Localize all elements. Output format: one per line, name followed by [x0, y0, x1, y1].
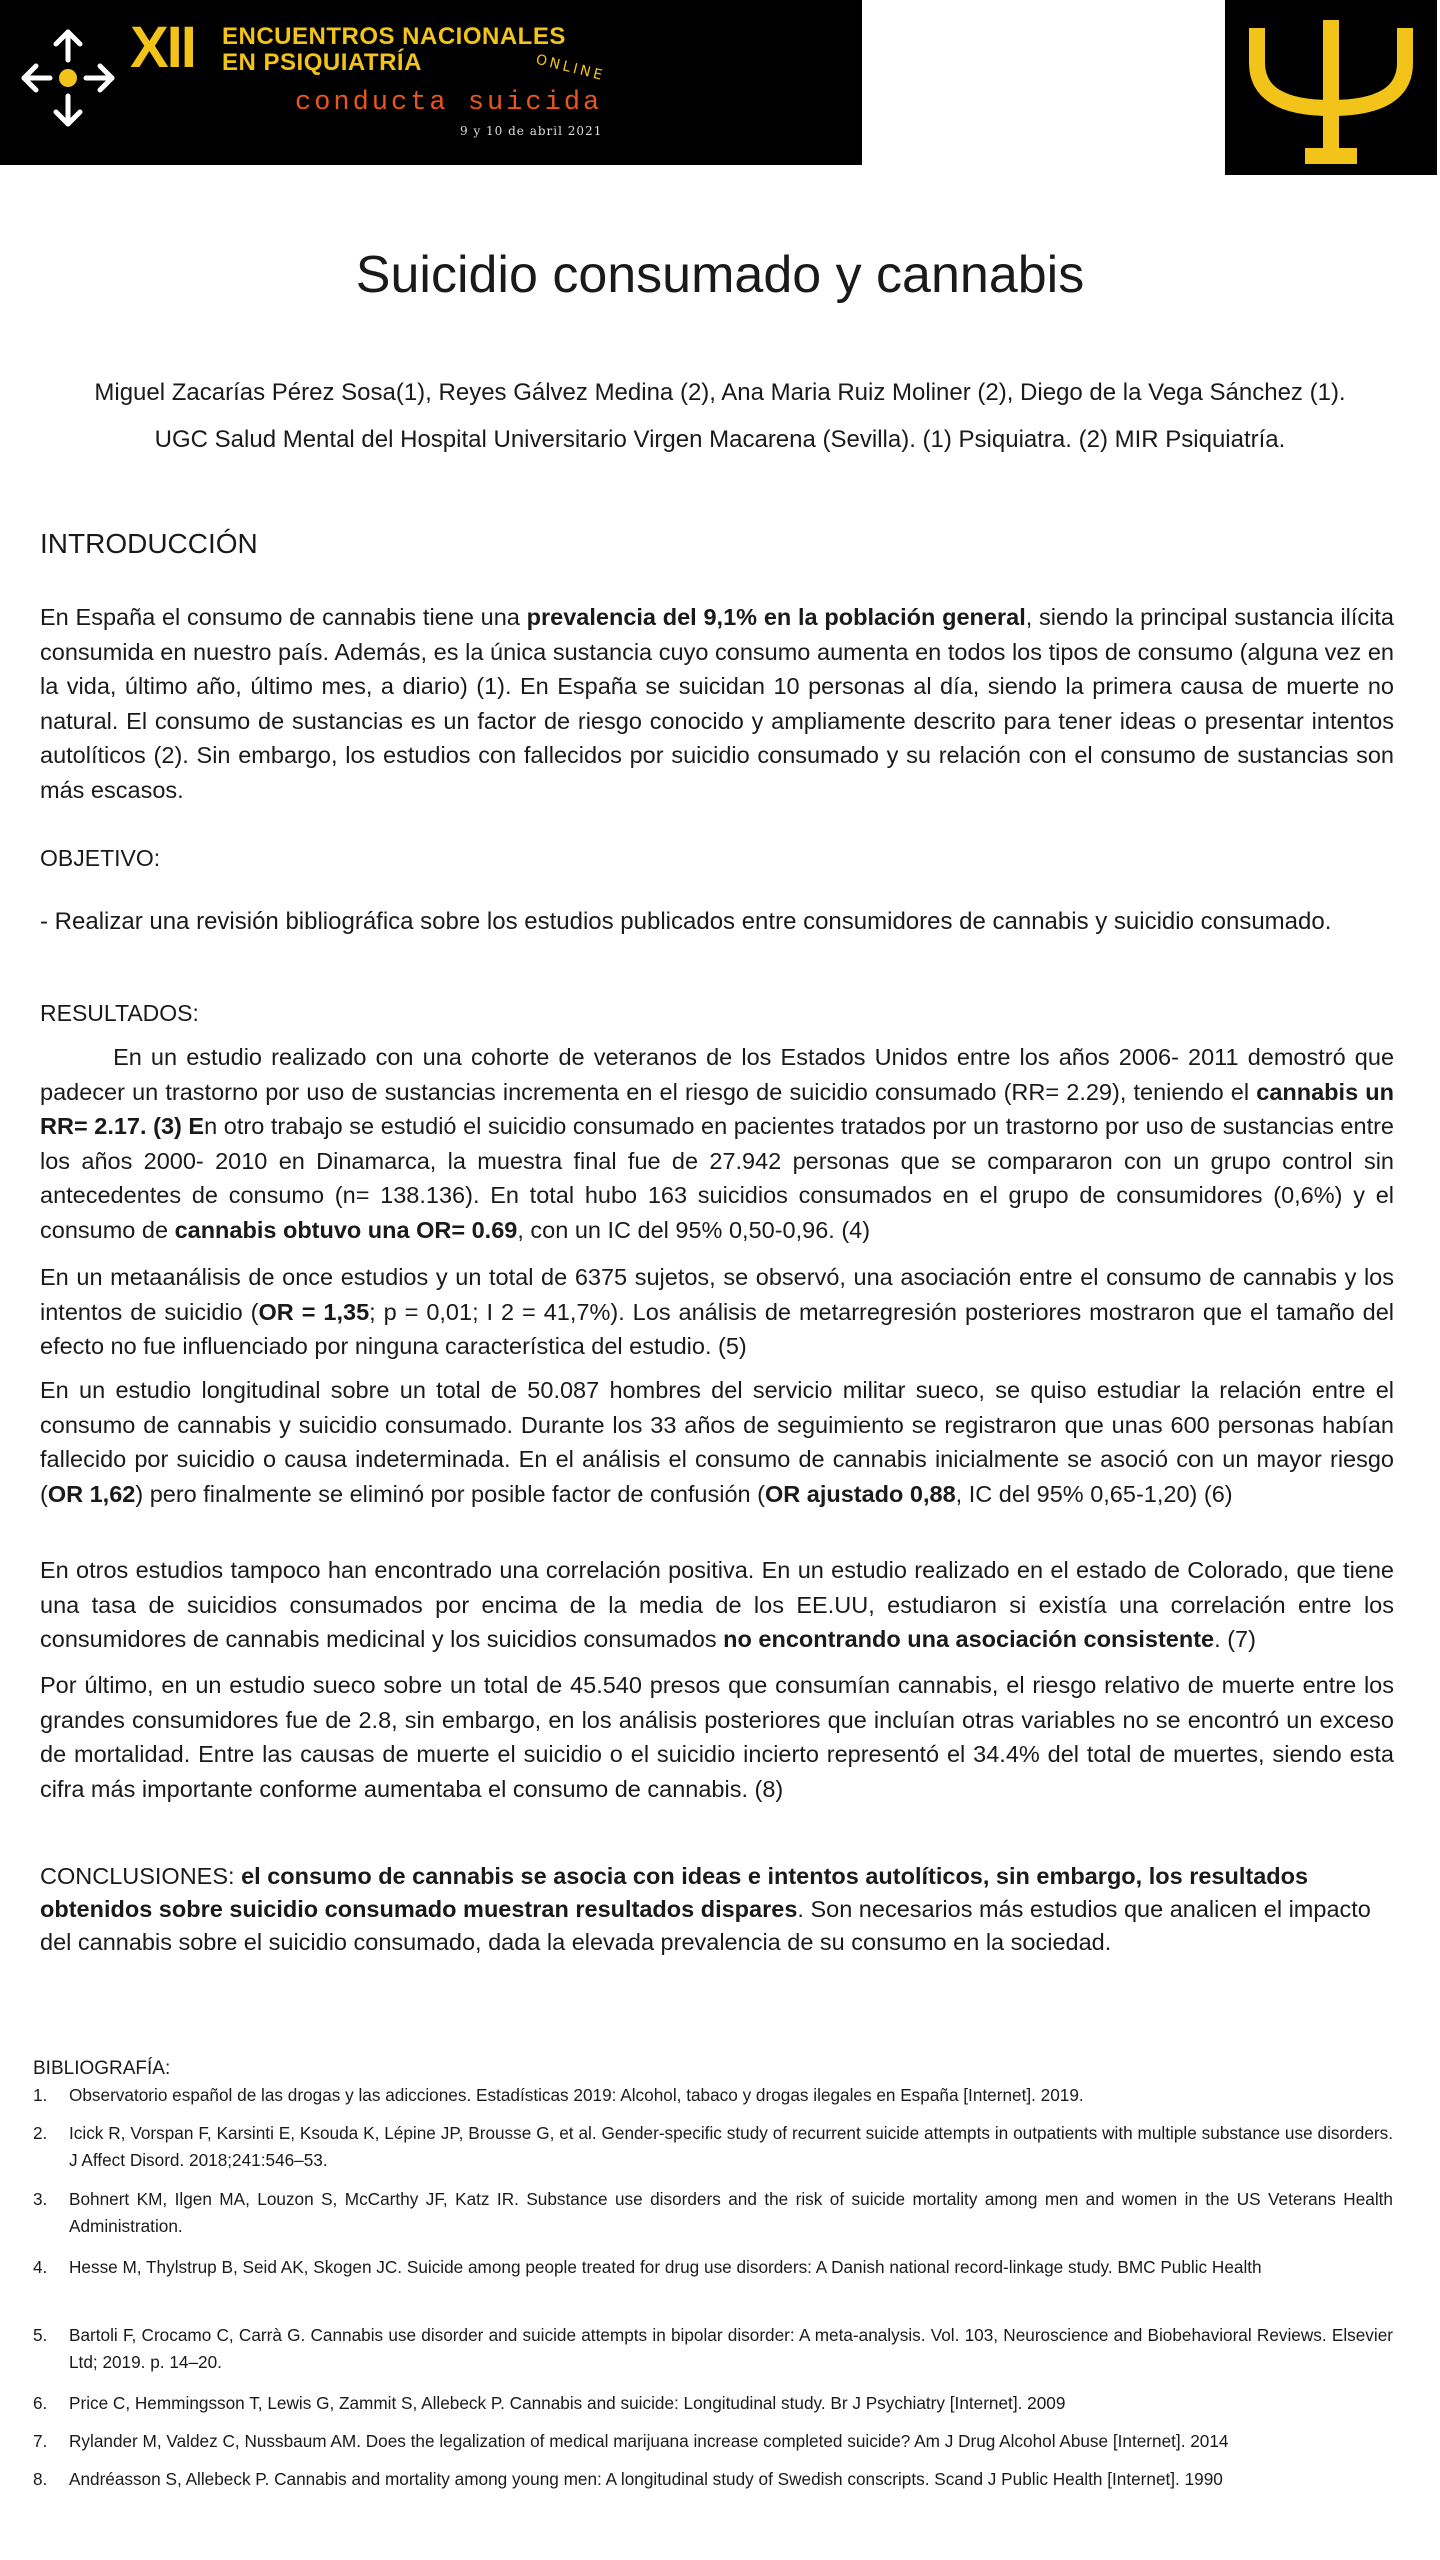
affiliation: UGC Salud Mental del Hospital Universitario Virgen Macarena (Sevilla). (1) Psiquiatra. (2) MIR Psiquiatría.: [154, 426, 1286, 453]
reference-item: 4. Hesse M, Thylstrup B, Seid AK, Skogen JC. Suicide among people treated for drug use disorders: A Danish national record-linkage study. BMC Public Health: [33, 2257, 1262, 2277]
page-title: Suicidio consumado y cannabis: [355, 246, 1085, 304]
psi-icon: [1243, 8, 1419, 168]
results-paragraph-1: En un estudio realizado con una cohorte de veteranos de los Estados Unidos entre los años 2006- 2011 demostró que padecer un trastorno por uso de sustancias incrementa en el riesgo de suicidio consumado (RR= 2.29), teniendo el cannabis un RR= 2.17. (3) En otro trabajo se estudió el suicidio consumado en pacientes tratados por un trastorno por uso de sustancias entre los años 2000- 2010 en Dinamarca, la muestra final fue de 27.942 personas que se compararon con un grupo control sin antecedentes de consumo (n= 138.136). En total hubo 163 suicidios consumados en el grupo de consumidores (0,6%) y el consumo de cannabis obtuvo una OR= 0.69, con un IC del 95% 0,50-0,96. (4): [40, 1044, 1401, 1243]
reference-item: 6. Price C, Hemmingsson T, Lewis G, Zammit S, Allebeck P. Cannabis and suicide: Longitudinal study. Br J Psychiatry [Internet]. 2009: [33, 2393, 1066, 2413]
reference-item: 8. Andréasson S, Allebeck P. Cannabis and mortality among young men: A longitudinal study of Swedish conscripts. Scand J Public Health [Internet]. 1990: [33, 2469, 1223, 2489]
banner-roman-numeral: XII: [130, 15, 195, 80]
banner-line-2: EN PSIQUIATRÍA: [222, 49, 422, 76]
banner-date: 9 y 10 de abril 2021: [460, 124, 603, 138]
results-paragraph-3: En un estudio longitudinal sobre un total de 50.087 hombres del servicio militar sueco, se quiso estudiar la relación entre el consumo de cannabis y suicidio consumado. Durante los 33 años de seguimiento se registraron que unas 600 personas habían fallecido por suicidio o causa indeterminada. En el análisis el consumo de cannabis inicialmente se asoció con un mayor riesgo (OR 1,62) pero finalmente se eliminó por posible factor de confusión (OR ajustado 0,88, IC del 95% 0,65-1,20) (6): [40, 1377, 1394, 1507]
reference-item: 2. Icick R, Vorspan F, Karsinti E, Ksouda K, Lépine JP, Brousse G, et al. Gender-specific study of recurrent suicide attempts in outpatients with multiple substance use disorders. J Affect Disord. 2018;241:546–53.: [33, 2123, 1393, 2170]
results-heading: RESULTADOS:: [40, 1000, 199, 1026]
objective-item: - Realizar una revisión bibliográfica sobre los estudios publicados entre consumidores de cannabis y suicidio consumado.: [40, 908, 1332, 935]
objective-heading: OBJETIVO:: [40, 845, 161, 871]
authors: Miguel Zacarías Pérez Sosa(1), Reyes Gálvez Medina (2), Ana Maria Ruiz Moliner (2), Diego de la Vega Sánchez (1).: [94, 379, 1346, 406]
arrows-logo-icon: [18, 28, 118, 128]
results-paragraph-4: En otros estudios tampoco han encontrado una correlación positiva. En un estudio realizado en el estado de Colorado, que tiene una tasa de suicidios consumados por encima de la media de los EE.UU, estudiaron si existía una correlación entre los consumidores de cannabis medicinal y los suicidios consumados no encontrando una asociación consistente. (7): [40, 1557, 1394, 1652]
results-paragraph-2: En un metaanálisis de once estudios y un total de 6375 sujetos, se observó, una asociación entre el consumo de cannabis y los intentos de suicidio (OR = 1,35; p = 0,01; I 2 = 41,7%). Los análisis de metarregresión posteriores mostraron que el tamaño del efecto no fue influenciado por ninguna característica del estudio. (5): [40, 1264, 1394, 1359]
results-paragraph-5: Por último, en un estudio sueco sobre un total de 45.540 presos que consumían cannabis, el riesgo relativo de muerte entre los grandes consumidores fue de 2.8, sin embargo, en los análisis posteriores que incluían otras variables no se encontró un exceso de mortalidad. Entre las causas de muerte el suicidio o el suicidio incierto representó el 34.4% del total de muertes, siendo esta cifra más importante conforme aumentaba el consumo de cannabis. (8): [40, 1672, 1394, 1802]
banner-online: ONLINE: [534, 51, 607, 85]
intro-paragraph: En España el consumo de cannabis tiene una prevalencia del 9,1% en la población general, siendo la principal sustancia ilícita consumida en nuestro país. Además, es la única sustancia cuyo consumo aumenta en todos los tipos de consumo (alguna vez en la vida, último año, último mes, a diario) (1). En España se suicidan 10 personas al día, siendo la primera causa de muerte no natural. El consumo de sustancias es un factor de riesgo conocido y ampliamente descrito para tener ideas o presentar intentos autolíticos (2). Sin embargo, los estudios con fallecidos por suicidio consumado y su relación con el consumo de sustancias son más escasos.: [40, 604, 1395, 803]
reference-item: 1. Observatorio español de las drogas y las adicciones. Estadísticas 2019: Alcohol, tabaco y drogas ilegales en España [Internet]. 2019.: [33, 2085, 1084, 2105]
reference-item: 3. Bohnert KM, Ilgen MA, Louzon S, McCarthy JF, Katz IR. Substance use disorders and the risk of suicide mortality among men and women in the US Veterans Health Administration.: [33, 2189, 1393, 2236]
event-banner: [0, 0, 862, 165]
reference-item: 5. Bartoli F, Crocamo C, Carrà G. Cannabis use disorder and suicide attempts in bipolar disorder: A meta-analysis. Vol. 103, Neuroscience and Biobehavioral Reviews. Elsevier Ltd; 2019. p. 14–20.: [33, 2325, 1393, 2372]
psi-logo: [1225, 0, 1437, 175]
conclusions-paragraph: CONCLUSIONES: el consumo de cannabis se asocia con ideas e intentos autolíticos, sin embargo, los resultados obtenidos sobre suicidio consumado muestran resultados dispares. Son necesarios más estudios que analicen el impacto del cannabis sobre el suicidio consumado, dada la elevada prevalencia de su consumo en la sociedad.: [40, 1863, 1371, 1955]
reference-item: 7. Rylander M, Valdez C, Nussbaum AM. Does the legalization of medical marijuana increase completed suicide? Am J Drug Alcohol Abuse [Internet]. 2014: [33, 2431, 1229, 2451]
banner-line-1: ENCUENTROS NACIONALES: [222, 23, 566, 50]
bibliography-heading: BIBLIOGRAFÍA:: [33, 2058, 171, 2079]
banner-subtitle: conducta suicida: [295, 88, 603, 118]
intro-heading: INTRODUCCIÓN: [40, 528, 258, 559]
